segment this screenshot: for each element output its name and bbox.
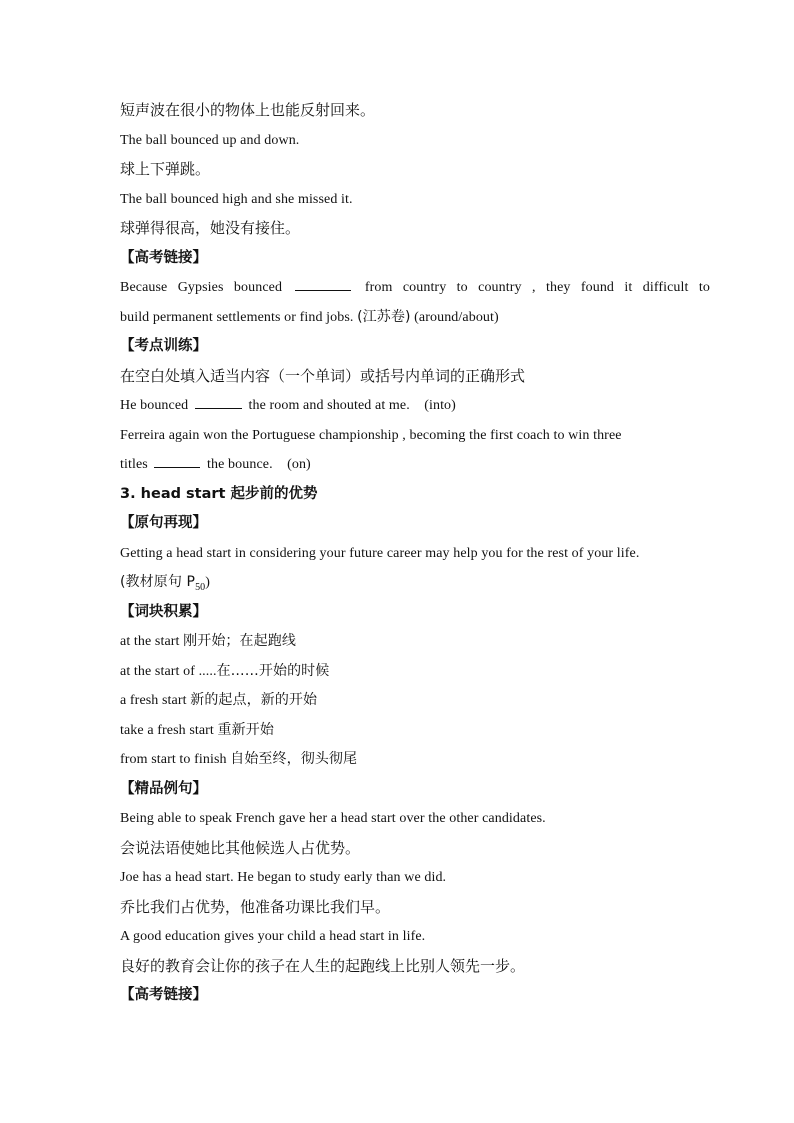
section-heading-examples: 【精品例句】 <box>120 780 207 797</box>
source-page: 50 <box>195 581 206 593</box>
phrase-item <box>120 657 710 687</box>
example-translation: 球弹得很高，她没有接住。 <box>120 219 301 237</box>
phrase-en: at the start of ..... <box>120 663 217 679</box>
example-sentence: The ball bounced high and she missed it. <box>120 191 353 207</box>
phrase-en: take a fresh start <box>120 722 214 738</box>
exam-hint: (around/about) <box>414 309 499 325</box>
practice-text: titles <box>120 457 148 472</box>
phrase-en: from start to finish <box>120 752 227 767</box>
phrase-en: at the start <box>120 634 180 649</box>
example-sentence: The ball bounced up and down. <box>120 132 300 148</box>
practice-text: the room and shouted at me. <box>248 398 410 413</box>
fill-blank[interactable] <box>195 394 242 409</box>
section-heading-gaokao: 【高考链接】 <box>120 987 207 1003</box>
example-translation: 球上下弹跳。 <box>120 160 211 178</box>
practice-text: He bounced <box>120 398 189 413</box>
example-sentence: Joe has a head start. He began to study early than we did. <box>120 870 447 885</box>
practice-hint: (into) <box>424 398 456 413</box>
phrase-item <box>120 627 710 657</box>
section-heading-practice: 【考点训练】 <box>120 338 207 354</box>
exam-source: (江苏卷) <box>357 308 411 325</box>
exam-question-line <box>120 273 710 303</box>
phrase-item <box>120 745 710 775</box>
practice-question <box>120 391 710 421</box>
section-heading-gaokao: 【高考链接】 <box>120 249 207 266</box>
practice-instruction: 在空白处填入适当内容（一个单词）或括号内单词的正确形式 <box>120 366 526 385</box>
example-translation: 会说法语使她比其他候选人占优势。 <box>120 838 361 857</box>
section-phrase: head start <box>140 485 226 502</box>
example-translation: 乔比我们占优势，他准备功课比我们早。 <box>120 897 391 916</box>
exam-question-text: from country to country , they found it difficult to <box>364 280 710 295</box>
section-meaning: 起步前的优势 <box>230 485 318 502</box>
section-heading-phrases: 【词块积累】 <box>120 603 207 620</box>
exam-question-line <box>120 303 710 333</box>
phrase-zh: 新的起点，新的开始 <box>190 692 318 708</box>
exam-question-text: build permanent settlements or find jobs. <box>120 309 354 325</box>
example-sentence: Being able to speak French gave her a head start over the other candidates. <box>120 811 546 826</box>
phrase-zh: 自始至终，彻头彻尾 <box>230 751 358 767</box>
practice-question: Ferreira again won the Portuguese championship , becoming the first coach to win three <box>120 427 622 443</box>
practice-text: the bounce. <box>207 457 273 472</box>
example-sentence: A good education gives your child a head start in life. <box>120 929 426 944</box>
phrase-item <box>120 686 710 716</box>
section-number: 3. <box>120 485 136 502</box>
fill-blank[interactable] <box>154 453 200 468</box>
fill-blank[interactable] <box>295 276 351 291</box>
practice-question <box>120 450 710 480</box>
practice-hint: (on) <box>287 457 311 472</box>
phrase-zh: 重新开始 <box>217 721 274 738</box>
phrase-zh: 刚开始；在起跑线 <box>183 633 296 649</box>
example-translation: 短声波在很小的物体上也能反射回来。 <box>120 101 376 119</box>
phrase-item <box>120 716 710 746</box>
source-text: (教材原句 P <box>120 574 196 590</box>
document-body <box>120 96 710 1011</box>
section-title <box>120 480 710 510</box>
original-source <box>120 568 710 598</box>
source-end: ) <box>205 575 211 590</box>
section-heading-original: 【原句再现】 <box>120 515 207 531</box>
exam-question-text: Because Gypsies bounced <box>120 280 283 295</box>
phrase-en: a fresh start <box>120 693 187 708</box>
example-translation: 良好的教育会让你的孩子在人生的起跑线上比别人领先一步。 <box>120 956 526 975</box>
phrase-zh: 在……开始的时候 <box>216 662 330 679</box>
original-sentence: Getting a head start in considering your future career may help you for the rest of your life. <box>120 545 640 561</box>
